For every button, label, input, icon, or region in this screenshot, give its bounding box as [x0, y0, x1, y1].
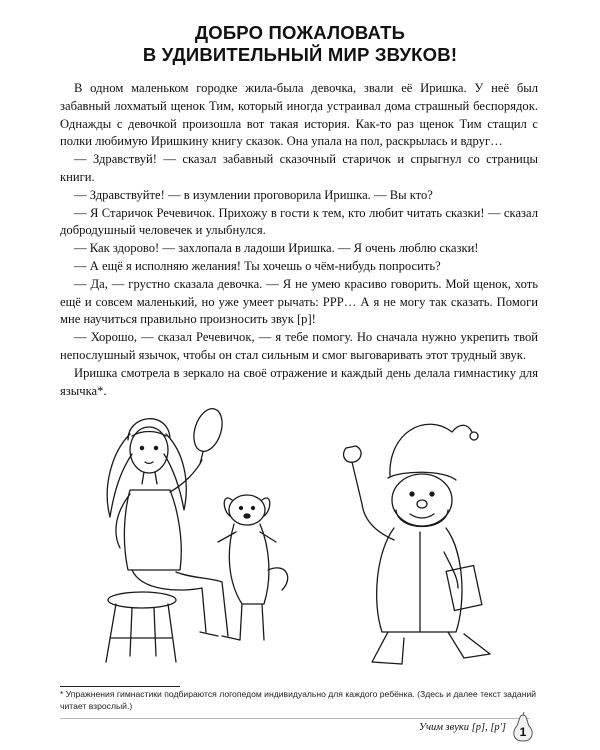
- page-title: [0, 22, 600, 66]
- story-paragraph: — А ещё я исполняю желания! Ты хочешь о чём-нибудь попросить?: [74, 258, 441, 273]
- page-number-badge: [508, 712, 538, 744]
- story-paragraph: — Здравствуйте! — в изумлении проговорила Иришка. — Вы кто?: [74, 187, 433, 202]
- footnote-divider: [60, 686, 180, 687]
- story-illustration: [72, 392, 542, 674]
- story-paragraph: — Я Старичок Речевичок. Прихожу в гости к тем, кто любит читать сказки! — сказал добродушный человечек и улыбнулся.: [60, 205, 538, 238]
- story-paragraph: Иришка смотрела в зеркало на своё отражение и каждый день делала гимнастику для язычка*.: [60, 365, 538, 398]
- footer-divider: [60, 718, 530, 719]
- story-paragraph: В одном маленьком городке жила-была девочка, звали её Иришка. У неё был забавный лохматый щенок Тим, который иногда устраивал дома страшный беспорядок. Однажды с девочкой произошла вот такая история. Как-то раз щенок Тим стащил с полки любимую Иришкину книгу сказок. Она упала на пол, раскрылась и вдруг…: [60, 81, 538, 149]
- story-paragraph: — Как здорово! — захлопала в ладоши Иришка. — Я очень люблю сказки!: [74, 241, 479, 256]
- puppy-illustration: [218, 495, 288, 640]
- title-line-1: ДОБРО ПОЖАЛОВАТЬ: [194, 22, 406, 43]
- story-text: [60, 80, 538, 400]
- story-paragraph: — Да, — грустно сказала девочка. — Я не умею красиво говорить. Мой щенок, хоть ещё и совсем маленький, но уже умеет рычать: РРР… А я не могу так сказать. Помоги мне научиться правильно произносить звук [р]!: [60, 276, 538, 327]
- title-line-2: В УДИВИТЕЛЬНЫЙ МИР ЗВУКОВ!: [142, 44, 458, 65]
- girl-illustration: [106, 405, 240, 662]
- page-number: 1: [519, 725, 527, 739]
- running-title: Учим звуки [р], [р']: [418, 722, 506, 733]
- story-paragraph: — Здравствуй! — сказал забавный сказочный старичок и спрыгнул со страницы книги.: [60, 152, 538, 184]
- story-paragraph: — Хорошо, — сказал Речевичок, — я тебе помогу. Но сначала нужно укрепить твой непослушный язычок, чтобы он стал сильным и смог выговаривать этот трудный звук.: [60, 330, 538, 362]
- footnote: * Упражнения гимнастики подбираются логопедом индивидуально для каждого ребёнка. (Здесь и далее текст заданий читает взрослый.): [60, 689, 537, 711]
- rechevichok-illustration: [344, 424, 490, 664]
